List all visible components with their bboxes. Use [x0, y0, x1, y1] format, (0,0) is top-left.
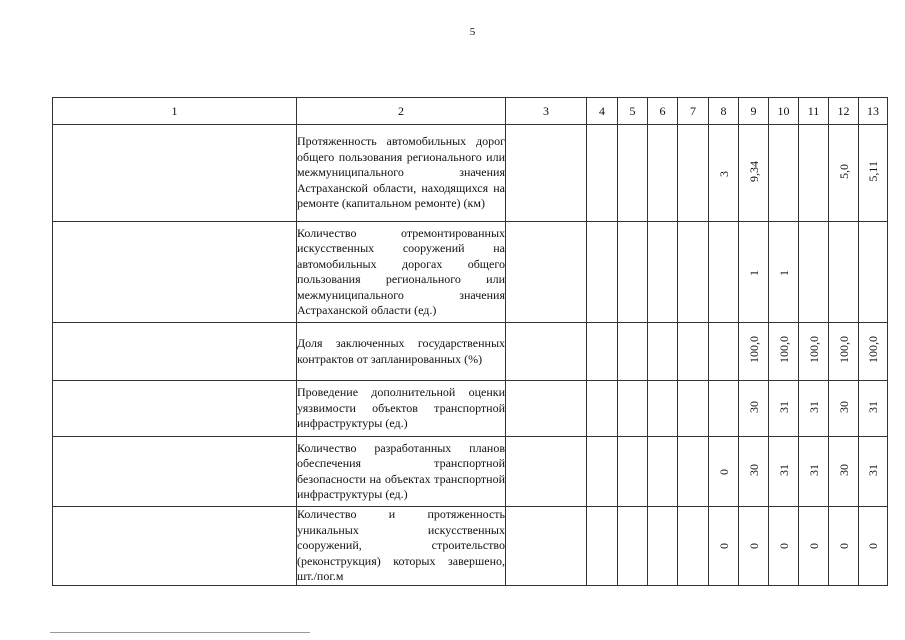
table-row: [53, 125, 888, 222]
value-cell-col4: [587, 507, 618, 586]
value-cell-col11: [799, 437, 829, 507]
cell-col1: [53, 437, 297, 507]
value-text: 30: [746, 400, 761, 413]
value-cell-col5: [618, 437, 648, 507]
value-text: 9,34: [746, 160, 761, 182]
indicator-description: Протяженность автомобильных дорог общего пользования регионального или межмуниципального значения Астраханской области, находящихся на ремонте (капитальном ремонте) (км): [297, 125, 506, 222]
cell-col3: [506, 381, 587, 437]
cell-col1: [53, 323, 297, 381]
value-cell-col4: [587, 381, 618, 437]
column-header-5: 5: [618, 98, 648, 125]
value-cell-col13: [859, 323, 888, 381]
column-header-8: 8: [709, 98, 739, 125]
indicator-description: Количество разработанных планов обеспечения транспортной безопасности на объектах транспортной инфраструктуры (ед.): [297, 437, 506, 507]
cell-col1: [53, 125, 297, 222]
column-header-7: 7: [678, 98, 709, 125]
value-text: 3: [716, 170, 731, 177]
value-cell-col8: [709, 222, 739, 323]
value-cell-col7: [678, 222, 709, 323]
value-cell-col8: [709, 437, 739, 507]
value-cell-col10: [769, 125, 799, 222]
value-text: 100,0: [836, 336, 851, 363]
indicator-description: Количество отремонтированных искусственных сооружений на автомобильных дорогах общего пользования регионального или межмуниципального значения Астраханской области (ед.): [297, 222, 506, 323]
value-cell-col12: [829, 507, 859, 586]
indicator-description: Количество и протяженность уникальных искусственных сооружений, строительство (реконструкция) которых завершено, шт./пог.м: [297, 507, 505, 583]
value-cell-col5: [618, 507, 648, 586]
value-cell-col9: [739, 222, 769, 323]
value-text: 5,0: [836, 163, 851, 179]
value-text: 5,11: [866, 160, 880, 182]
value-text: 0: [776, 543, 791, 550]
value-text: 0: [836, 543, 851, 550]
column-header-13: 13: [859, 98, 888, 125]
value-cell-col4: [587, 437, 618, 507]
value-text: 31: [866, 463, 880, 476]
column-header-12: 12: [829, 98, 859, 125]
value-cell-col12: [829, 222, 859, 323]
value-cell-col12: [829, 437, 859, 507]
value-text: 0: [806, 543, 821, 550]
value-cell-col11: [799, 222, 829, 323]
value-cell-col7: [678, 507, 709, 586]
value-cell-col11: [799, 507, 829, 586]
value-text: 100,0: [746, 336, 761, 363]
footer-rule: [50, 632, 310, 633]
table-row: [53, 437, 888, 507]
value-text: 100,0: [806, 336, 821, 363]
column-header-11: 11: [799, 98, 829, 125]
cell-col3: [506, 437, 587, 507]
value-cell-col10: [769, 381, 799, 437]
value-cell-col13: [859, 437, 888, 507]
page-number: 5: [469, 26, 476, 38]
value-text: 30: [836, 400, 851, 413]
column-header-2: 2: [297, 98, 506, 125]
value-cell-col10: [769, 437, 799, 507]
value-cell-col9: [739, 381, 769, 437]
value-cell-col6: [648, 323, 678, 381]
column-header-3: 3: [506, 98, 587, 125]
value-cell-col12: [829, 381, 859, 437]
value-cell-col8: [709, 125, 739, 222]
value-cell-col6: [648, 125, 678, 222]
value-text: 31: [806, 400, 821, 413]
indicator-description: Доля заключенных государственных контрактов от запланированных (%): [297, 323, 506, 381]
table-row: [53, 507, 888, 586]
value-cell-col10: [769, 507, 799, 586]
value-cell-col7: [678, 323, 709, 381]
value-text: 31: [866, 400, 880, 413]
value-cell-col9: [739, 323, 769, 381]
cell-col3: [506, 507, 587, 586]
value-cell-col4: [587, 125, 618, 222]
value-text: 100,0: [866, 336, 880, 363]
value-cell-col5: [618, 381, 648, 437]
table-row: [53, 381, 888, 437]
value-cell-col5: [618, 125, 648, 222]
value-cell-col12: [829, 323, 859, 381]
value-text: 0: [746, 543, 761, 550]
value-cell-col11: [799, 323, 829, 381]
value-cell-col11: [799, 381, 829, 437]
indicator-table: [52, 97, 888, 586]
value-cell-col13: [859, 222, 888, 323]
table-row: [53, 222, 888, 323]
value-cell-col8: [709, 381, 739, 437]
column-header-6: 6: [648, 98, 678, 125]
column-header-4: 4: [587, 98, 618, 125]
value-cell-col8: [709, 507, 739, 586]
value-cell-col6: [648, 381, 678, 437]
value-text: 31: [806, 463, 821, 476]
value-cell-col8: [709, 323, 739, 381]
value-cell-col10: [769, 222, 799, 323]
value-cell-col9: [739, 507, 769, 586]
value-cell-col13: [859, 125, 888, 222]
value-text: 0: [716, 543, 731, 550]
value-text: 31: [776, 400, 791, 413]
value-cell-col6: [648, 507, 678, 586]
value-cell-col10: [769, 323, 799, 381]
value-cell-col5: [618, 222, 648, 323]
value-cell-col7: [678, 125, 709, 222]
value-cell-col11: [799, 125, 829, 222]
indicator-description: Проведение дополнительной оценки уязвимости объектов транспортной инфраструктуры (ед.): [297, 381, 506, 437]
value-text: 0: [866, 543, 880, 550]
cell-col3: [506, 125, 587, 222]
cell-col1: [53, 507, 297, 586]
value-text: 0: [716, 469, 731, 475]
value-cell-col6: [648, 222, 678, 323]
value-cell-col5: [618, 323, 648, 381]
value-cell-col4: [587, 222, 618, 323]
cell-col3: [506, 323, 587, 381]
value-cell-col13: [859, 507, 888, 586]
value-text: 1: [746, 269, 761, 276]
value-cell-col7: [678, 437, 709, 507]
value-cell-col4: [587, 323, 618, 381]
value-cell-col9: [739, 125, 769, 222]
value-text: 30: [746, 463, 761, 476]
value-text: 1: [776, 269, 791, 276]
column-header-9: 9: [739, 98, 769, 125]
value-cell-col9: [739, 437, 769, 507]
cell-col1: [53, 222, 297, 323]
column-header-1: 1: [53, 98, 297, 125]
value-cell-col7: [678, 381, 709, 437]
value-text: 100,0: [776, 336, 791, 363]
value-text: 30: [836, 463, 851, 476]
value-text: 31: [776, 463, 791, 476]
value-cell-col13: [859, 381, 888, 437]
table-row: [53, 323, 888, 381]
cell-col3: [506, 222, 587, 323]
value-cell-col12: [829, 125, 859, 222]
value-cell-col6: [648, 437, 678, 507]
column-header-10: 10: [769, 98, 799, 125]
header-row: [53, 98, 888, 125]
cell-col1: [53, 381, 297, 437]
